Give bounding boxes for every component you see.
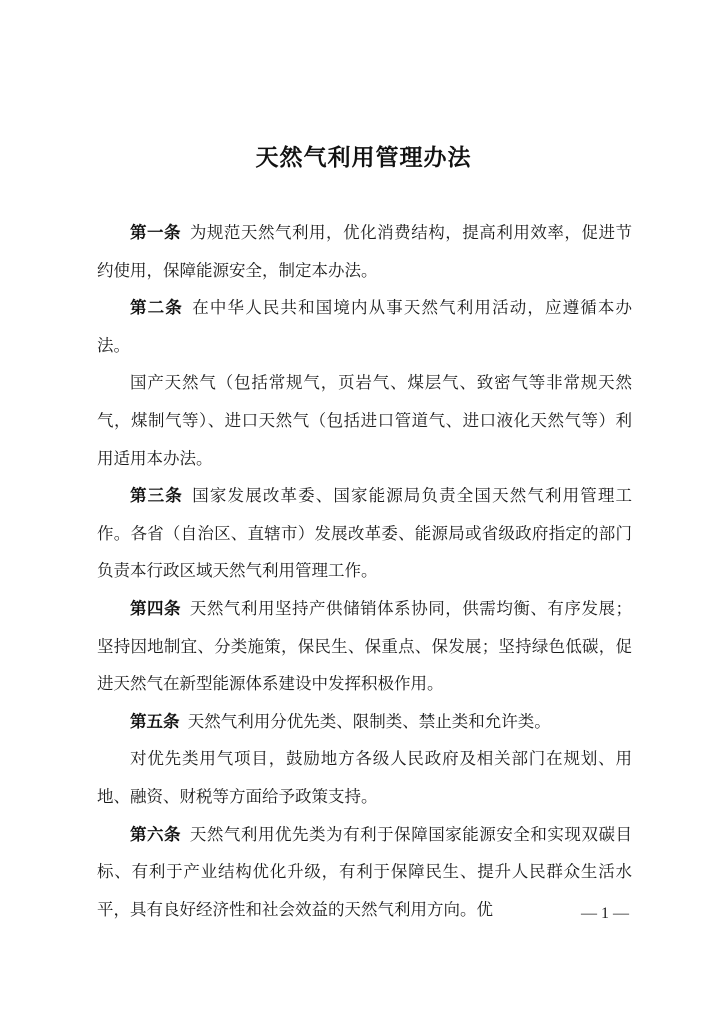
document-body bbox=[97, 214, 632, 928]
paragraph-article-4 bbox=[97, 590, 632, 703]
paragraph-text: 天然气利用分优先类、限制类、禁止类和允许类。 bbox=[187, 711, 551, 731]
paragraph-article-5 bbox=[97, 703, 632, 741]
paragraph-text: 在中华人民共和国境内从事天然气利用活动，应遵循本办法。 bbox=[97, 298, 633, 355]
paragraph-text: 天然气利用坚持产供储销体系协同，供需均衡、有序发展；坚持因地制宜、分类施策，保民生、保重点、保发展；坚持绿色低碳，促进天然气在新型能源体系建设中发挥积极作用。 bbox=[97, 598, 633, 694]
paragraph-text: 国产天然气（包括常规气，页岩气、煤层气、致密气等非常规天然气，煤制气等）、进口天然气（包括进口管道气、进口液化天然气等）利用适用本办法。 bbox=[97, 373, 632, 468]
paragraph-text: 对优先类用气项目，鼓励地方各级人民政府及相关部门在规划、用地、融资、财税等方面给予政策支持。 bbox=[97, 749, 632, 806]
article-label: 第六条 bbox=[130, 824, 182, 844]
article-label: 第五条 bbox=[130, 711, 180, 731]
paragraph-article-2-scope bbox=[97, 364, 632, 477]
paragraph-text: 为规范天然气利用，优化消费结构，提高利用效率，促进节约使用，保障能源安全，制定本办法。 bbox=[97, 223, 633, 280]
paragraph-article-6 bbox=[97, 816, 632, 929]
article-label: 第四条 bbox=[130, 598, 182, 618]
paragraph-article-5-support bbox=[97, 740, 632, 815]
article-label: 第三条 bbox=[130, 486, 183, 506]
article-label: 第二条 bbox=[130, 298, 183, 318]
page-number: — 1 — bbox=[581, 905, 629, 922]
article-label: 第一条 bbox=[130, 223, 182, 242]
paragraph-article-2 bbox=[97, 289, 632, 364]
paragraph-text: 国家发展改革委、国家能源局负责全国天然气利用管理工作。各省（自治区、直辖市）发展改革委、能源局或省级政府指定的部门负责本行政区域天然气利用管理工作。 bbox=[97, 486, 633, 581]
paragraph-text: 天然气利用优先类为有利于保障国家能源安全和实现双碳目标、有利于产业结构优化升级，有利于保障民生、提升人民群众生活水平，具有良好经济性和社会效益的天然气利用方向。优 bbox=[97, 824, 633, 919]
document-title: 天然气利用管理办法 bbox=[255, 144, 472, 171]
paragraph-article-3 bbox=[97, 477, 632, 590]
paragraph-article-1 bbox=[97, 214, 632, 289]
